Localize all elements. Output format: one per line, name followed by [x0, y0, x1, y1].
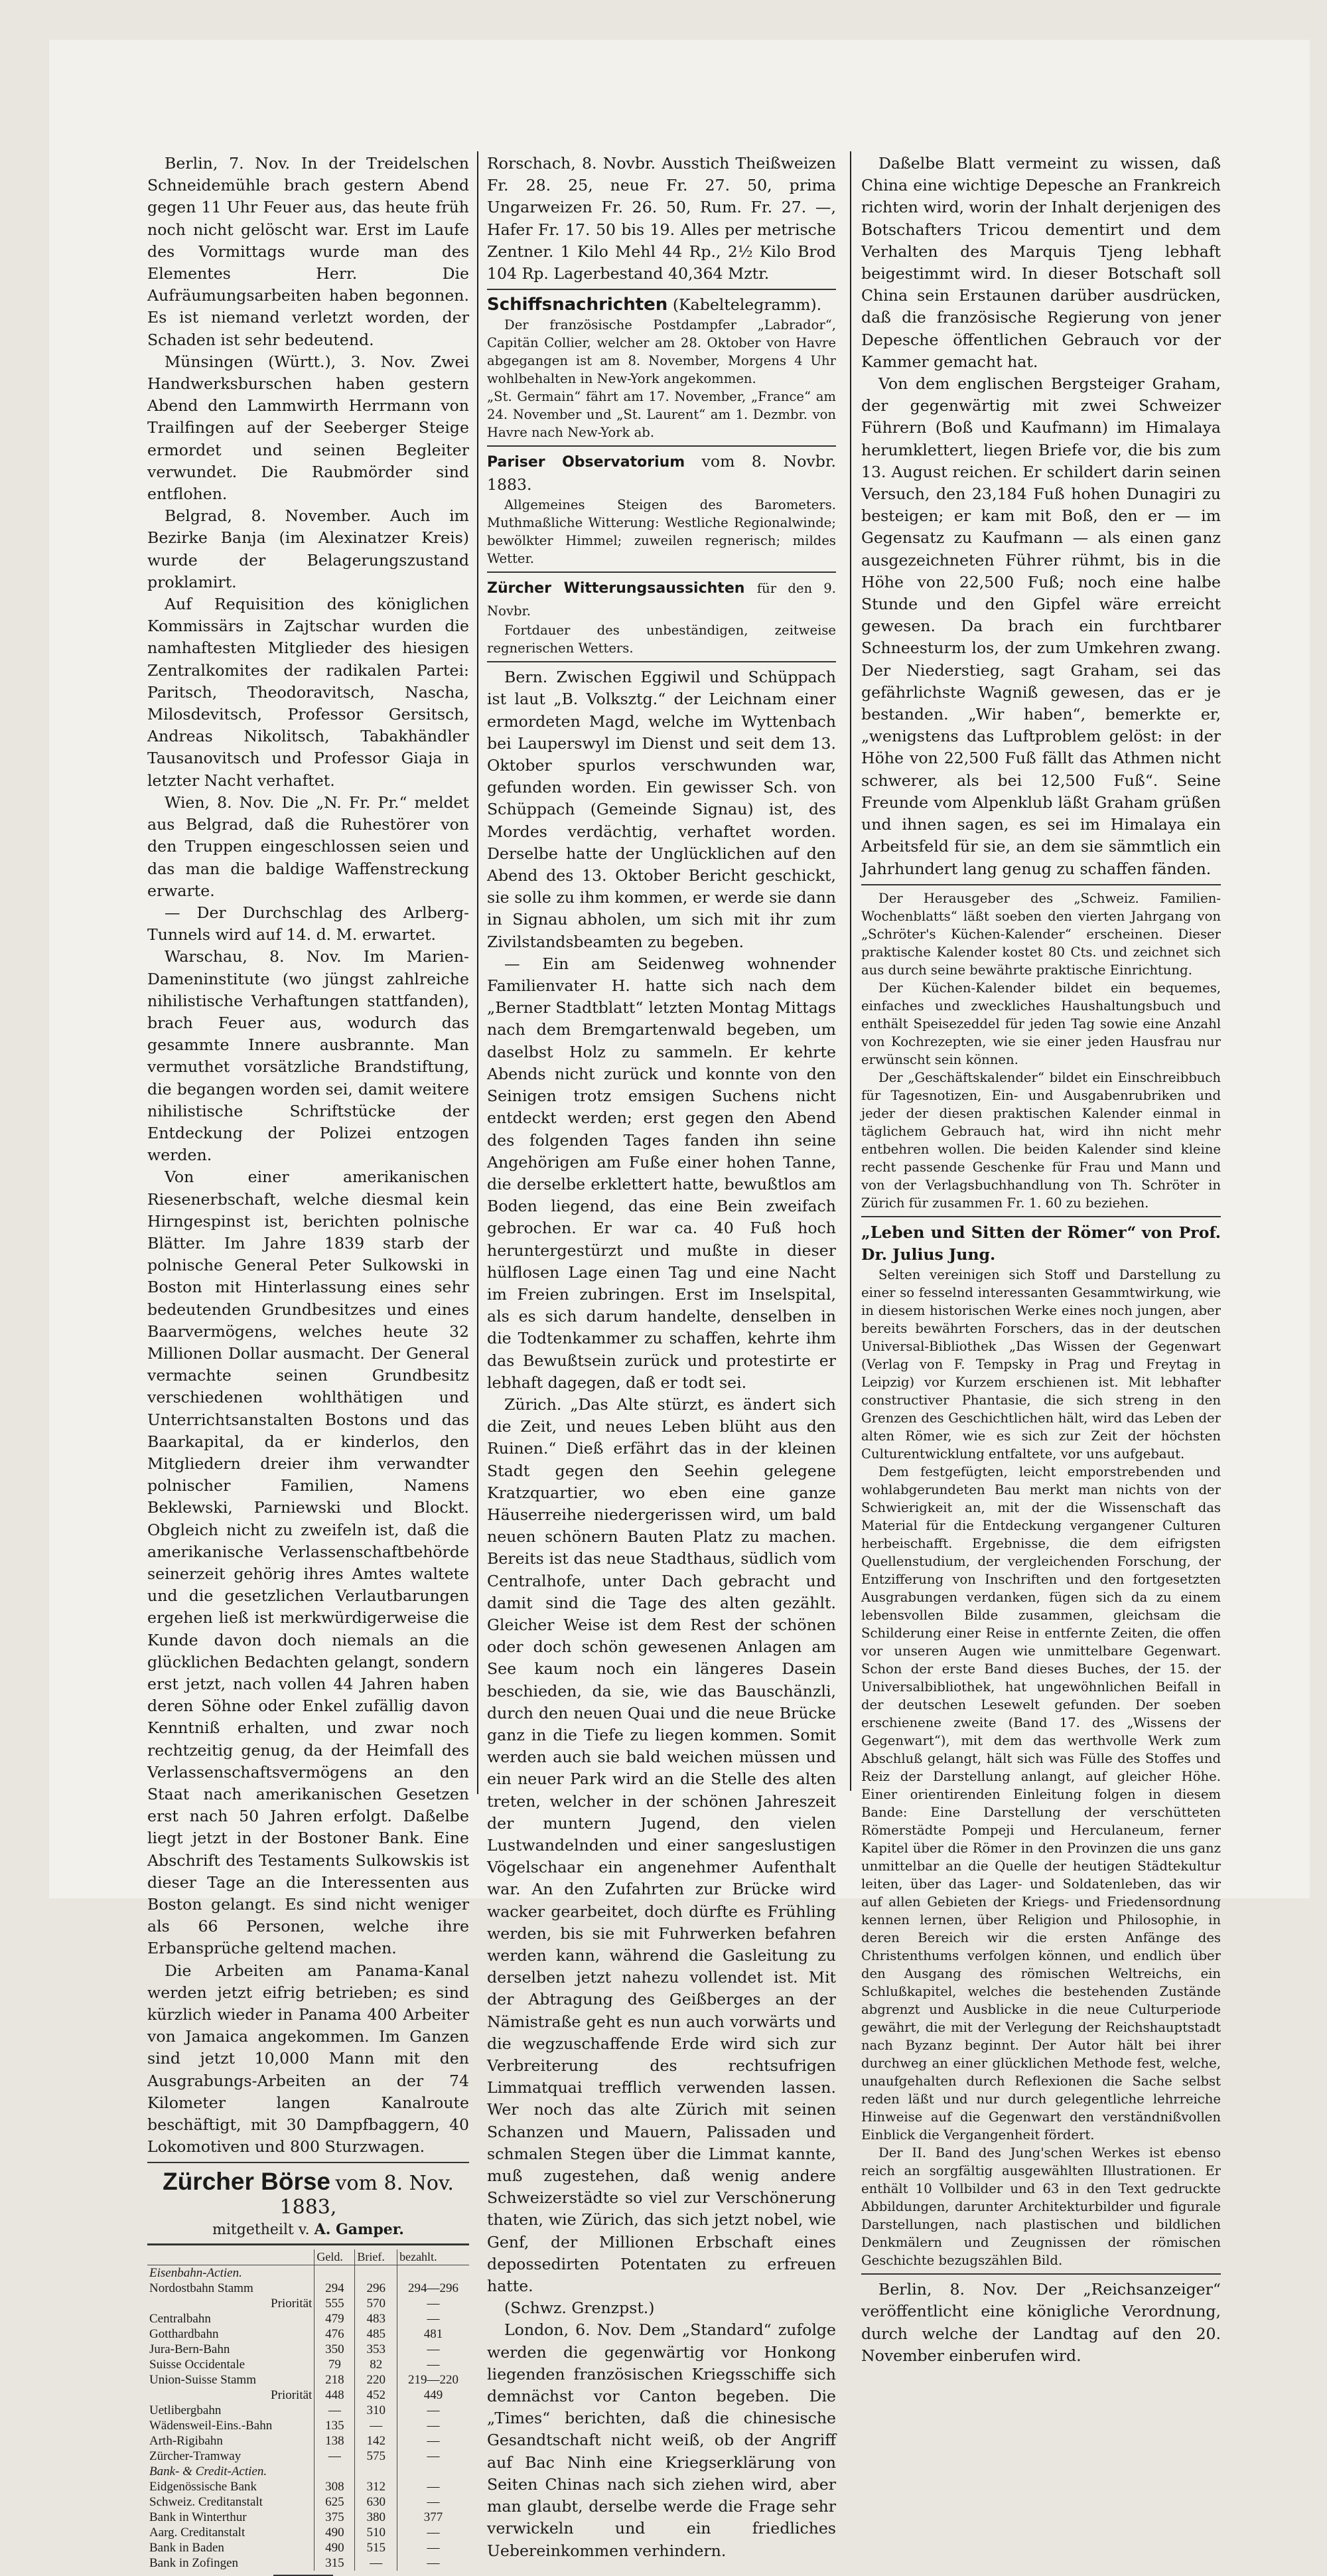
review-paragraph: Dem festgefügten, leicht emporstrebenden und wohlabgerundeten Bau merkt man nichts von der Schwierigkeit an, mit der die Wissenschaft das Material für die Entdeckung vergangener Culturen herbeischafft. Ergebnisse, die dem eifrigsten Quellenstudium, der vergleichenden Forschung, der Entzifferung von Inschriften und den fortgesetzten Ausgrabungen verdanken, fügen sich da zu einem lebensvollen Bilde zusammen, gleichsam die Schilderung einer Reise in entfernte Zeiten, die offen vor unseren Augen wie unmittelbare Gegenwart. Schon der erste Band dieses Buches, der 15. der Universalbibliothek, hat ungewöhnlichen Beifall in der deutschen Lesewelt gefunden. Der soeben erschienene zweite (Band 17. des „Wissens der Gegenwart“), mit dem das werthvolle Werk zum Abschluß gelangt, hält sich was Fülle des Stoffes und Reiz der Darstellung anlangt, auf gleicher Höhe. Einer orientirenden Einleitung folgen in diesem Bande: Eine Darstellung der verschütteten Römerstädte Pompeji und Herculaneum, ferner Kapitel über die Römer in den Provinzen die uns ganz unmittelbar an die Quelle der heutigen Städtekultur leiten, über das Lager- und Soldatenleben, das wir auf allen Gebieten der Kriegs- und Friedensordnung kennen lernen, über Religion und Philosophie, in deren Bereich wir die ersten Anfänge des Christenthums verfolgen können, und endlich über den Ausgang des römischen Weltreichs, ein Schlußkapitel, welches die bestehenden Zustände abgrenzt und Ausblicke in die neue Culturperiode gewährt, die mit der Verlegung der Reichshauptstadt nach Byzanz beginnt. Der Autor hält bei ihrer durchweg an einer glücklichen Methode fest, welche, unaufgehalten durch Reflexionen die Sache selbst reden läßt und nur durch gelegentliche lehrreiche Hinweise auf die Gegenwart den verständnißvollen Einblick die Vergangenheit fördert. [861, 1464, 1221, 2143]
bourse-row [147, 2326, 469, 2342]
bourse-value: 515 [355, 2540, 397, 2555]
bourse-value: 138 [314, 2433, 355, 2449]
review-heading: „Leben und Sitten der Römer“ von Prof. Dr. Julius Jung. [861, 1222, 1221, 1264]
column-3 [861, 153, 1221, 2365]
separator [487, 445, 836, 447]
bourse-value: 485 [355, 2326, 397, 2342]
bourse-credit-name: A. Gamper. [314, 2220, 404, 2238]
observatory-text: Allgemeines Steigen des Barometers. Muthmaßliche Witterung: Westliche Regionalwinde; bewölkter Himmel; zuweilen regnerisch; mildes Wetter. [487, 496, 836, 566]
bourse-row [147, 2433, 469, 2449]
bourse-value: — [397, 2540, 469, 2555]
bourse-security-name: Arth-Rigibahn [149, 2433, 223, 2448]
bourse-value: 294—296 [397, 2281, 469, 2296]
bourse-value: 449 [397, 2387, 469, 2403]
ship-news-text: Der französische Postdampfer „Labrador“, Capitän Collier, welcher am 28. Oktober von Havre abgegangen ist am 8. November, Morgens 4 Uhr wohlbehalten in New-York angekommen. „St. Germain“ fährt am 17. November, „France“ am 24. November und „St. Laurent“ am 1. Dezmbr. von Havre nach New-York ab. [487, 317, 836, 441]
bourse-credit: mitgetheilt v. [212, 2221, 310, 2238]
bourse-row [147, 2494, 469, 2510]
bourse-value: — [397, 2555, 469, 2571]
bourse-table [147, 2249, 469, 2571]
separator [861, 1216, 1221, 1217]
kalender-paragraph: Der „Geschäftskalender“ bildet ein Einschreibbuch für Tagesnotizen, Ein- und Ausgabenrubriken und jeder der diesen praktischen Kalender einmal in täglichem Gebrauch hat, wird ihn nicht mehr entbehren wollen. Die beiden Kalender sind kleine recht passende Geschenke für Frau und Mann und von der Verlagsbuchhandlung von Th. Schröter in Zürich für zusammen Fr. 1. 60 zu beziehen. [861, 1069, 1221, 1211]
bourse-security-name: Gotthardbahn [149, 2326, 219, 2341]
bourse-row [147, 2418, 469, 2433]
bourse-value: 296 [355, 2281, 397, 2296]
column-rule-left [477, 151, 478, 1794]
bourse-value: 625 [314, 2494, 355, 2510]
bourse-value: 490 [314, 2540, 355, 2555]
bourse-value: 220 [355, 2372, 397, 2387]
news-item: Von dem englischen Bergsteiger Graham, der gegenwärtig mit zwei Schweizer Führern (Boß und Kaufmann) im Himalaya herumklettert, liegen Briefe vor, die bis zum 13. August reichen. Er schildert darin seinen Versuch, den 23,184 Fuß hohen Dunagiri zu besteigen; er kam mit Boß, den er — im Gegensatz zu Kaufmann — als einen ganz ausgezeichneten Führer rühmt, bis in die Höhe von 22,500 Fuß; noch eine halbe Stunde und den Gipfel wäre erreicht gewesen. Da brach ein furchtbarer Schneesturm los, der zum Umkehren zwang. Der Niederstieg, sagt Graham, sei das gefährlichste Wagniß gewesen, das er je bestanden. „Wir haben“, bemerkte er, „wenigstens das Luftproblem gelöst: in der Höhe von 22,500 Fuß fällt das Athmen nicht schwerer, als bei 12,500 Fuß“. Seine Freunde vom Alpenklub läßt Graham grüßen und ihnen sagen, es sei im Himalaya ein Arbeitsfeld für sie, an dem sie sämmtlich ein Jahrhundert lang genug zu schaffen fänden. [861, 374, 1221, 878]
review-text [861, 1266, 1221, 2269]
bourse-value: — [355, 2555, 397, 2571]
separator [273, 2575, 333, 2576]
bourse-value: 312 [355, 2479, 397, 2494]
news-item: Die Arbeiten am Panama-Kanal werden jetzt eifrig betrieben; es sind kürzlich wieder in Panama 400 Arbeiter von Jamaica angekommen. Im Ganzen sind jetzt 10,000 Mann mit den Ausgrabungs-Arbeiten an der 74 Kilometer langen Kanalroute beschäftigt, mit 30 Dampfbaggern, 40 Lokomotiven und 800 Sturzwagen. [147, 1961, 469, 2157]
kalender-notice [861, 889, 1221, 1212]
column-2-articles [487, 666, 836, 2561]
bourse-section-row [147, 2265, 469, 2281]
separator [487, 571, 836, 573]
weather-heading: Zürcher Witterungsaussichten für den 9. Novbr. [487, 579, 836, 619]
column-1-articles [147, 153, 469, 2158]
bourse-value: 510 [355, 2525, 397, 2540]
bourse-empty-cell [397, 2265, 469, 2281]
bourse-row [147, 2479, 469, 2494]
news-item: Auf Requisition des königlichen Kommissärs in Zajtschar wurden die namhaftesten Mitglieder des hiesigen Zentralkomites der radikalen Partei: Paritsch, Theodoravitsch, Nascha, Milosdevitsch, Professor Gersitsch, Andreas Nikolitsch, Tabakhändler Tausanovitsch und Professor Giaja in letzter Nacht verhaftet. [147, 595, 469, 790]
bourse-security-name: Bank in Winterthur [149, 2510, 247, 2524]
separator [147, 2243, 469, 2245]
bourse-row [147, 2555, 469, 2571]
bourse-security-name: Suisse Occidentale [149, 2357, 245, 2372]
rorschach-market-report: Rorschach, 8. Novbr. Ausstich Theißweizen Fr. 28. 25, neue Fr. 27. 50, prima Ungarweizen Fr. 26. 50, Rum. Fr. 27. —, Hafer Fr. 17. 50 bis 19. Alles per metrische Zentner. 1 Kilo Mehl 44 Rp., 2½ Kilo Brod 104 Rp. Lagerbestand 40,364 Mztr. [487, 154, 836, 283]
bourse-security-name: Uetlibergbahn [149, 2403, 222, 2417]
separator [487, 661, 836, 662]
bourse-row [147, 2510, 469, 2525]
bourse-row [147, 2525, 469, 2540]
news-item: Daßelbe Blatt vermeint zu wissen, daß China eine wichtige Depesche an Frankreich richten wird, worin der Inhalt derjenigen des Botschafters Tricou dementirt und dem Verhalten des Marquis Tjeng lebhaft beigestimmt wird. In dieser Botschaft soll China sein Erstaunen darüber ausdrücken, daß die französische Regierung von jener Depesche öffentlichen Gebrauch vor der Kammer gemacht hat. [861, 154, 1221, 371]
bourse-value: — [314, 2403, 355, 2418]
bourse-value: 380 [355, 2510, 397, 2525]
weather-text: Fortdauer des unbeständigen, zeitweise regnerischen Wetters. [487, 623, 836, 656]
bourse-value: — [314, 2449, 355, 2464]
bourse-value: 310 [355, 2403, 397, 2418]
bourse-value: — [397, 2479, 469, 2494]
bourse-value: — [397, 2418, 469, 2433]
bourse-security-name: Bank in Zofingen [149, 2555, 239, 2570]
bourse-security-name: Bank in Baden [149, 2540, 224, 2555]
news-item: Berlin, 7. Nov. In der Treidelschen Schneidemühle brach gestern Abend gegen 11 Uhr Feuer aus, das heute früh noch nicht gelöscht war. Erst im Laufe des Vormittags wurde man des Elementes Herr. Die Aufräumungsarbeiten haben begonnen. Es ist niemand verletzt worden, der Schaden ist sehr bedeutend. [147, 154, 469, 349]
bourse-row [147, 2296, 469, 2311]
separator [487, 289, 836, 290]
bourse-value: 353 [355, 2342, 397, 2357]
bourse-col-geld: Geld. [314, 2249, 355, 2265]
news-item: Münsingen (Württ.), 3. Nov. Zwei Handwerksburschen haben gestern Abend den Lammwirth Herrmann von Trailfingen auf der Seeberger Steige ermordet und seinen Begleiter verwundet. Die Raubmörder sind entflohen. [147, 352, 469, 504]
bourse-row [147, 2387, 469, 2403]
bourse-title: Zürcher Börse [163, 2168, 331, 2196]
ship-news-heading: Schiffsnachrichten (Kabeltelegramm). [487, 295, 822, 315]
bourse-row [147, 2449, 469, 2464]
bourse-security-name: Priorität [271, 2296, 313, 2311]
bourse-row [147, 2311, 469, 2326]
bourse-value: 377 [397, 2510, 469, 2525]
bourse-value: — [397, 2449, 469, 2464]
bourse-value: 630 [355, 2494, 397, 2510]
bourse-row [147, 2342, 469, 2357]
column-1 [147, 153, 469, 2570]
bourse-value: 479 [314, 2311, 355, 2326]
separator [861, 884, 1221, 885]
bourse-value: 490 [314, 2525, 355, 2540]
bourse-empty-cell [355, 2265, 397, 2281]
observatory-heading: Pariser Observatorium vom 8. Novbr. 1883. [487, 452, 837, 494]
bourse-value: — [397, 2296, 469, 2311]
news-item: Zürich. „Das Alte stürzt, es ändert sich die Zeit, und neues Leben blüht aus den Ruinen.“ Dieß erfährt das in der kleinen Stadt gegen den Seehin gelegene Kratzquartier, wo eben eine ganze Häuserreihe niedergerissen wird, um bald neuen schönern Bauten Platz zu machen. Bereits ist das neue Stadthaus, südlich vom Centralhofe, unter Dach gebracht und damit sind die Tage des alten gezählt. Gleicher Weise ist dem Rest der schönen oder doch schön gewesenen Anlagen am See kaum noch ein längeres Dasein beschieden, da sie, wie das Bauschänzli, durch den neuen Quai und die neue Brücke ganz in die Tiefe zu liegen kommen. Somit werden auch sie bald weichen müssen und ein neuer Park wird an die Stelle des alten treten, welcher in der schönen Jahreszeit der muntern Jugend, den vielen Lustwandelnden und einer sangeslustigen Vögelschaar ein angenehmer Aufenthalt war. An den Zufahrten zur Brücke wird wacker gearbeitet, doch dürfte es Frühling werden, bis sie mit Fuhrwerken befahren werden kann, während die Gasleitung zu derselben jetzt nahezu vollendet ist. Mit der Abtragung des Geißberges an der Nämistraße geht es nun auch vorwärts und die wegzuschaffende Erde wird sich zur Verbreiterung des rechtsufrigen Limmatquai trefflich verwenden lassen. Wer noch das alte Zürich mit seinen Schanzen und Mauern, Palissaden und schmalen Stegen über die Limmat kannte, muß zugestehen, daß wenig andere Schweizerstädte so viel zur Verschönerung thaten, wie Zürich, das sich jetzt nobel, wie Genf, der Millionen Erbschaft eines depossedirten Potentaten zu erfreuen hatte. [487, 1395, 836, 2296]
separator [147, 2162, 469, 2163]
bourse-value: — [355, 2418, 397, 2433]
news-item: London, 6. Nov. Dem „Standard“ zufolge werden die gegenwärtig vor Honkong liegenden französischen Kriegsschiffe sich demnächst vor Canton begeben. Die „Times“ berichten, daß die chinesische Gesandtschaft nicht weiß, ob der Angriff auf Bac Ninh eine Kriegserklärung von Seiten Chinas nach sich ziehen wird, aber man glaubt, derselbe werde die Frage sehr verwickeln und ein friedliches Uebereinkommen verhindern. [487, 2320, 836, 2560]
bourse-value: — [397, 2433, 469, 2449]
bourse-empty-cell [314, 2265, 355, 2281]
bourse-security-name: Priorität [271, 2387, 313, 2402]
bourse-col-name [147, 2249, 314, 2265]
news-item: Bern. Zwischen Eggiwil und Schüppach ist laut „B. Volksztg.“ der Leichnam einer ermordeten Magd, welche im Wyttenbach bei Lauperswyl im Dienst und seit dem 13. Oktober spurlos verschwunden war, gefunden worden. Ein gewisser Sch. von Schüppach (Gemeinde Signau) ist, des Mordes verdächtig, verhaftet worden. Derselbe hatte der Unglücklichen auf den Abend des 13. Oktober Bericht geschickt, sie solle zu ihm kommen, er werde sie dann in Signau abholen, um sich mit ihr zum Zivilstandsbeamten zu begeben. [487, 668, 836, 951]
bourse-value: — [397, 2494, 469, 2510]
kalender-paragraph: Der Küchen-Kalender bildet ein bequemes, einfaches und zweckliches Haushaltungsbuch und enthält Speisezeddel für jeden Tag sowie eine Anzahl von Kochrezepten, wie sie einer jeden Hausfrau nur erwünscht sein können. [861, 980, 1221, 1067]
bourse-section-label: Eisenbahn-Actien. [149, 2265, 242, 2280]
bourse-row [147, 2281, 469, 2296]
news-item: — Der Durchschlag des Arlberg-Tunnels wird auf 14. d. M. erwartet. [147, 903, 469, 945]
bourse-value: — [397, 2342, 469, 2357]
bourse-value: 308 [314, 2479, 355, 2494]
column-2 [487, 153, 837, 2560]
bourse-value: 476 [314, 2326, 355, 2342]
bourse-credit-line [147, 2220, 469, 2239]
bourse-security-name: Jura-Bern-Bahn [149, 2342, 230, 2356]
bourse-value: 142 [355, 2433, 397, 2449]
news-item: Belgrad, 8. November. Auch im Bezirke Banja (im Alexinatzer Kreis) wurde der Belagerungszustand proklamirt. [147, 506, 469, 591]
bourse-header [147, 2167, 469, 2220]
bourse-value: — [397, 2311, 469, 2326]
bourse-value: 219—220 [397, 2372, 469, 2387]
bourse-security-name: Eidgenössische Bank [149, 2479, 257, 2494]
bourse-security-name: Union-Suisse Stamm [149, 2372, 256, 2387]
bourse-value: 218 [314, 2372, 355, 2387]
column-rule-right [850, 151, 851, 1791]
review-paragraph: Der II. Band des Jung'schen Werkes ist ebenso reich an sorgfältig ausgewählten Illustrationen. Er enthält 10 Vollbilder und 63 in den Text gedruckte Abbildungen, darunter Architekturbilder und figurale Darstellungen, nach plastischen und bildlichen Denkmälern und Zeugnissen der römischen Geschichte bezugszählen Bild. [861, 2145, 1221, 2269]
bourse-row [147, 2357, 469, 2372]
bourse-value: 448 [314, 2387, 355, 2403]
bourse-value: — [397, 2525, 469, 2540]
news-item: (Schwz. Grenzpst.) [504, 2299, 655, 2318]
bourse-security-name: Aarg. Creditanstalt [149, 2525, 245, 2539]
bourse-value: 570 [355, 2296, 397, 2311]
bourse-security-name: Nordostbahn Stamm [149, 2281, 253, 2295]
bourse-value: 481 [397, 2326, 469, 2342]
bourse-col-brief: Brief. [355, 2249, 397, 2265]
kalender-paragraph: Der Herausgeber des „Schweiz. Familien-Wochenblatts“ läßt soeben den vierten Jahrgang von „Schröter's Küchen-Kalender“ erscheinen. Dieser praktische Kalender kostet 80 Cts. und zeichnet sich aus durch seine bewährte praktische Einrichtung. [861, 890, 1221, 978]
news-item: Von einer amerikanischen Riesenerbschaft, welche diesmal kein Hirngespinst ist, berichten polnische Blätter. Im Jahre 1839 starb der polnische General Peter Sulkowski in Boston mit Hinterlassung eines sehr bedeutenden Grundbesitzes und eines Baarvermögens, welches heute 32 Millionen Dollar ausmacht. Der General vermachte seinen Grundbesitz verschiedenen wohlthätigen und Unterrichtsanstalten Bostons und das Baarkapital, da er kinderlos, den Mitgliedern dreier ihm verwandter polnischer Familien, Namens Beklewski, Parniewski und Blockt. Obgleich nicht zu zweifeln ist, daß die amerikanische Verlassenschaftbehörde seinerzeit gehörig ihres Amtes waltete und die gesetzlichen Verlautbarungen ergehen ließ ist merkwürdigerweise die Kunde davon doch niemals an die glücklichen Bedachten gelangt, sondern erst jetzt, nach vollen 44 Jahren haben deren Söhne oder Enkel zufällig davon Kenntniß erhalten, und zwar noch rechtzeitig genug, da der Heimfall des Verlassenschaftsvermögens an den Staat nach amerikanischen Gesetzen erst nach 50 Jahren erfolgt. Daßelbe liegt jetzt in der Bostoner Bank. Eine Abschrift des Testaments Sulkowskis ist dieser Tage an die Interessenten aus Boston gelangt. Es sind nicht weniger als 66 Personen, welche ihre Erbansprüche geltend machen. [147, 1168, 469, 1958]
bourse-value: 294 [314, 2281, 355, 2296]
bourse-security-name: Wädensweil-Eins.-Bahn [149, 2418, 273, 2433]
bourse-value: 575 [355, 2449, 397, 2464]
column-3-articles [861, 153, 1221, 880]
bourse-row [147, 2403, 469, 2418]
bourse-value: — [397, 2403, 469, 2418]
bourse-value: 135 [314, 2418, 355, 2433]
bourse-value: 82 [355, 2357, 397, 2372]
bourse-row [147, 2540, 469, 2555]
bourse-security-name: Schweiz. Creditanstalt [149, 2494, 263, 2509]
separator [861, 2273, 1221, 2275]
bourse-value: 483 [355, 2311, 397, 2326]
bourse-value: 350 [314, 2342, 355, 2357]
bourse-security-name: Zürcher-Tramway [149, 2449, 242, 2463]
bourse-security-name: Centralbahn [149, 2311, 211, 2326]
bourse-col-bezahlt: bezahlt. [397, 2249, 469, 2265]
bourse-value: 315 [314, 2555, 355, 2571]
bourse-empty-cell [397, 2464, 469, 2479]
bourse-value: — [397, 2357, 469, 2372]
berlin-landtag-notice: Berlin, 8. Nov. Der „Reichsanzeiger“ veröffentlicht eine königliche Verordnung, durch welche der Landtag auf den 20. November einberufen wird. [861, 2280, 1221, 2365]
news-item: Warschau, 8. Nov. Im Marien-Dameninstitute (wo jüngst zahlreiche nihilistische Verhaftungen stattfanden), brach Feuer aus, wodurch das gesammte Innere ausbrannte. Man vermuthet vorsätzliche Brandstiftung, die begangen worden sei, damit weitere nihilistische Schriftstücke der Entdeckung der Polizei entzogen werden. [147, 947, 469, 1165]
bourse-date: vom 8. Nov. 1883, [279, 2172, 454, 2220]
bourse-value: 452 [355, 2387, 397, 2403]
bourse-empty-cell [355, 2464, 397, 2479]
bourse-row [147, 2372, 469, 2387]
review-paragraph: Selten vereinigen sich Stoff und Darstellung zu einer so fesselnd interessanten Gesammtwirkung, wie in diesem historischen Werke eines noch jungen, aber bereits bewährten Forschers, das in der deutschen Universal-Bibliothek „Das Wissen der Gegenwart (Verlag von F. Tempsky in Prag und Freytag in Leipzig) vor Kurzem erschienen ist. Mit lebhafter constructiver Phantasie, die sich streng in den Grenzen des Geschichtlichen hält, wird das Leben der alten Römer, wie es sich zur Zeit der höchsten Culturentwicklung entfaltete, vor uns aufgebaut. [861, 1267, 1221, 1462]
bourse-empty-cell [314, 2464, 355, 2479]
news-item: Wien, 8. Nov. Die „N. Fr. Pr.“ meldet aus Belgrad, daß die Ruhestörer von den Truppen eingeschlossen seien und das man die baldige Waffenstreckung erwarte. [147, 793, 469, 900]
bourse-section-row [147, 2464, 469, 2479]
news-item: — Ein am Seidenweg wohnender Familienvater H. hatte sich nach dem „Berner Stadtblatt“ letzten Montag Mittags nach dem Bremgartenwald begeben, um daselbst Holz zu sammeln. Er kehrte Abends nicht zurück und konnte von den Seinigen trotz emsigen Suchens nicht entdeckt werden; erst gegen den Abend des folgenden Tages fanden ihn seine Angehörigen am Fuße einer hohen Tanne, die derselbe erklettert hatte, bewußtlos am Boden liegend, das eine Bein zweifach gebrochen. Er war ca. 40 Fuß hoch heruntergestürzt und mußte in dieser hülflosen Lage einen Tag und eine Nacht im Freien zubringen. Erst im Inselspital, als es sich darum handelte, denselben in die Todtenkammer zu schaffen, kehrte ihm das Bewußtsein zurück und protestirte er lebhaft dagegen, daß er todt sei. [487, 954, 836, 1392]
bourse-value: 555 [314, 2296, 355, 2311]
bourse-value: 375 [314, 2510, 355, 2525]
bourse-value: 79 [314, 2357, 355, 2372]
bourse-section-label: Bank- & Credit-Actien. [149, 2464, 267, 2478]
